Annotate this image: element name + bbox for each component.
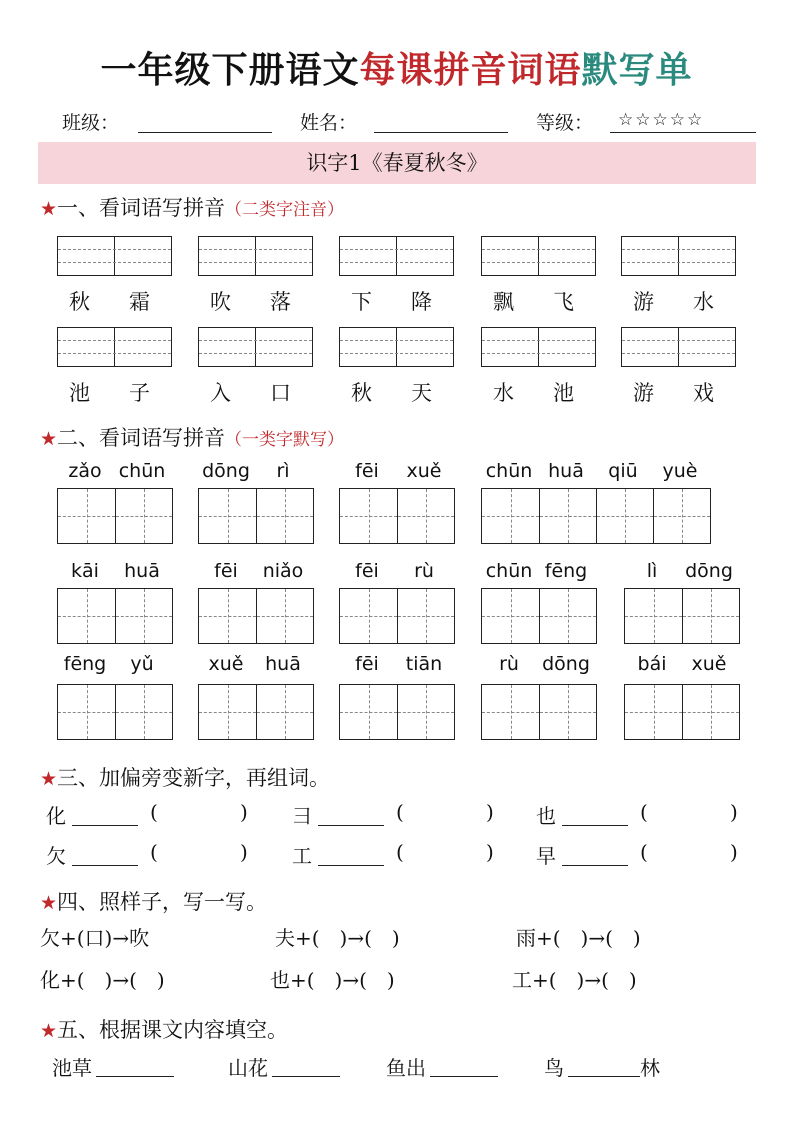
pinyin-label: niǎo xyxy=(262,560,304,582)
answer-blank[interactable] xyxy=(568,1076,640,1077)
title-part-1: 一年级下册语文 xyxy=(100,49,360,91)
word-char: 秋 xyxy=(69,290,90,314)
word-char: 吹 xyxy=(210,290,231,314)
word-char: 下 xyxy=(351,290,372,314)
pinyin-writing-box[interactable] xyxy=(57,327,172,367)
grade-label: 等级： xyxy=(536,112,594,134)
character-writing-grid[interactable] xyxy=(198,684,314,740)
answer-blank[interactable] xyxy=(318,825,384,826)
s4-item[interactable]: 雨+( )→( ) xyxy=(516,926,641,950)
s4-example: 欠+(口)→吹 xyxy=(40,926,150,950)
pinyin-label: fēi xyxy=(355,653,379,675)
word-char: 飘 xyxy=(493,290,514,314)
character-writing-grid[interactable] xyxy=(339,488,455,544)
radical-char: 欠 xyxy=(46,844,66,868)
pinyin-label: dōng xyxy=(685,560,733,582)
lesson-banner: 识字1《春夏秋冬》 xyxy=(38,142,756,184)
pinyin-writing-box[interactable] xyxy=(481,327,596,367)
name-field[interactable] xyxy=(374,132,508,133)
character-writing-grid[interactable] xyxy=(198,488,314,544)
pinyin-label: dōng xyxy=(202,460,250,482)
paren-close: ) xyxy=(240,840,248,864)
radical-char: 工 xyxy=(292,844,312,868)
pinyin-label: tiān xyxy=(405,653,443,675)
pinyin-label: fēi xyxy=(214,560,238,582)
title-part-3: 默写单 xyxy=(581,49,693,91)
section-1-title: 一、看词语写拼音 xyxy=(57,196,226,220)
section-5-title: 五、根据课文内容填空。 xyxy=(57,1018,289,1042)
grade-underline xyxy=(610,132,756,133)
pinyin-label: chūn xyxy=(485,560,533,582)
pinyin-label: chūn xyxy=(485,460,533,482)
character-writing-grid[interactable] xyxy=(481,684,597,740)
word-char: 天 xyxy=(411,381,432,405)
pinyin-label: chūn xyxy=(118,460,166,482)
section-2-title: 二、看词语写拼音 xyxy=(57,426,226,450)
answer-blank[interactable] xyxy=(96,1076,174,1077)
answer-blank[interactable] xyxy=(72,865,138,866)
word-char: 水 xyxy=(493,381,514,405)
star-icon: ★ xyxy=(40,892,58,914)
pinyin-label: rù xyxy=(499,653,519,675)
pinyin-label: dōng xyxy=(542,653,590,675)
section-4-title: 四、照样子，写一写。 xyxy=(57,890,268,914)
pinyin-label: xuě xyxy=(691,653,727,675)
pinyin-label: lì xyxy=(646,560,658,582)
word-char: 入 xyxy=(210,381,231,405)
radical-char: 也 xyxy=(536,804,556,828)
fill-prompt: 山花 xyxy=(228,1056,268,1080)
title-part-2: 每课拼音词语 xyxy=(359,49,582,91)
pinyin-label: xuě xyxy=(208,653,244,675)
section-2-heading xyxy=(40,422,344,452)
word-char: 落 xyxy=(270,290,291,314)
word-char: 秋 xyxy=(351,381,372,405)
pinyin-label: yǔ xyxy=(130,653,154,675)
word-char: 游 xyxy=(633,381,654,405)
paren-close: ) xyxy=(486,840,494,864)
s4-item[interactable]: 也+( )→( ) xyxy=(270,968,395,992)
answer-blank[interactable] xyxy=(318,865,384,866)
section-2-note: （一类字默写） xyxy=(225,430,345,450)
fill-prompt: 池草 xyxy=(52,1056,92,1080)
pinyin-label: fēi xyxy=(355,560,379,582)
pinyin-writing-box[interactable] xyxy=(339,236,454,276)
page-title xyxy=(0,42,793,93)
s4-item[interactable]: 工+( )→( ) xyxy=(512,968,637,992)
character-writing-grid[interactable] xyxy=(624,588,740,644)
paren-open: ( xyxy=(150,800,158,824)
radical-char: 彐 xyxy=(292,804,312,828)
pinyin-writing-box[interactable] xyxy=(339,327,454,367)
pinyin-writing-box[interactable] xyxy=(621,236,736,276)
star-icon: ★ xyxy=(40,1020,58,1042)
paren-close: ) xyxy=(486,800,494,824)
star-icon: ★ xyxy=(40,198,58,220)
answer-blank[interactable] xyxy=(272,1076,340,1077)
pinyin-label: zǎo xyxy=(68,460,102,482)
s4-item[interactable]: 夫+( )→( ) xyxy=(275,926,400,950)
radical-char: 早 xyxy=(536,844,556,868)
character-writing-grid[interactable] xyxy=(198,588,314,644)
answer-blank[interactable] xyxy=(430,1076,498,1077)
pinyin-writing-box[interactable] xyxy=(198,327,313,367)
pinyin-label: qiū xyxy=(608,460,638,482)
word-char: 子 xyxy=(129,381,150,405)
pinyin-label: kāi xyxy=(71,560,99,582)
word-char: 游 xyxy=(633,290,654,314)
character-writing-grid[interactable] xyxy=(57,684,173,740)
word-char: 飞 xyxy=(553,290,574,314)
word-char: 戏 xyxy=(693,381,714,405)
pinyin-writing-box[interactable] xyxy=(621,327,736,367)
character-writing-grid[interactable] xyxy=(481,488,711,544)
word-char: 池 xyxy=(69,381,90,405)
class-field[interactable] xyxy=(138,132,272,133)
pinyin-label: fēng xyxy=(63,653,107,675)
answer-blank[interactable] xyxy=(562,825,628,826)
star-icon: ★ xyxy=(40,768,58,790)
word-char: 水 xyxy=(693,290,714,314)
pinyin-label: fēng xyxy=(544,560,588,582)
character-writing-grid[interactable] xyxy=(57,488,173,544)
pinyin-label: xuě xyxy=(406,460,442,482)
radical-char: 化 xyxy=(46,804,66,828)
section-5-heading xyxy=(40,1014,288,1044)
pinyin-label: rù xyxy=(414,560,434,582)
grade-stars[interactable]: ☆☆☆☆☆ xyxy=(618,110,705,130)
character-writing-grid[interactable] xyxy=(339,588,455,644)
word-char: 口 xyxy=(270,381,291,405)
class-label: 班级： xyxy=(62,112,120,134)
paren-open: ( xyxy=(640,840,648,864)
pinyin-writing-box[interactable] xyxy=(57,236,172,276)
fill-prompt: 鸟 xyxy=(544,1056,564,1080)
section-3-heading xyxy=(40,762,330,792)
pinyin-label: yuè xyxy=(662,460,698,482)
pinyin-label: fēi xyxy=(355,460,379,482)
paren-open: ( xyxy=(396,840,404,864)
fill-suffix: 林 xyxy=(640,1056,660,1080)
word-char: 降 xyxy=(411,290,432,314)
star-icon: ★ xyxy=(40,428,58,450)
word-char: 池 xyxy=(553,381,574,405)
paren-close: ) xyxy=(240,800,248,824)
character-writing-grid[interactable] xyxy=(624,684,740,740)
pinyin-label: huā xyxy=(548,460,584,482)
pinyin-label: huā xyxy=(124,560,160,582)
pinyin-label: rì xyxy=(276,460,290,482)
paren-close: ) xyxy=(730,840,738,864)
character-writing-grid[interactable] xyxy=(339,684,455,740)
word-char: 霜 xyxy=(129,290,150,314)
answer-blank[interactable] xyxy=(72,825,138,826)
section-3-title: 三、加偏旁变新字，再组词。 xyxy=(57,766,331,790)
character-writing-grid[interactable] xyxy=(57,588,173,644)
answer-blank[interactable] xyxy=(562,865,628,866)
section-1-heading xyxy=(40,192,344,222)
paren-open: ( xyxy=(396,800,404,824)
pinyin-writing-box[interactable] xyxy=(481,236,596,276)
character-writing-grid[interactable] xyxy=(481,588,597,644)
section-1-note: （二类字注音） xyxy=(225,200,345,220)
paren-open: ( xyxy=(150,840,158,864)
pinyin-writing-box[interactable] xyxy=(198,236,313,276)
section-4-heading xyxy=(40,886,267,916)
name-label: 姓名： xyxy=(300,112,358,134)
fill-prompt: 鱼出 xyxy=(386,1056,426,1080)
s4-item[interactable]: 化+( )→( ) xyxy=(40,968,165,992)
pinyin-label: huā xyxy=(265,653,301,675)
pinyin-label: bái xyxy=(637,653,667,675)
paren-close: ) xyxy=(730,800,738,824)
paren-open: ( xyxy=(640,800,648,824)
